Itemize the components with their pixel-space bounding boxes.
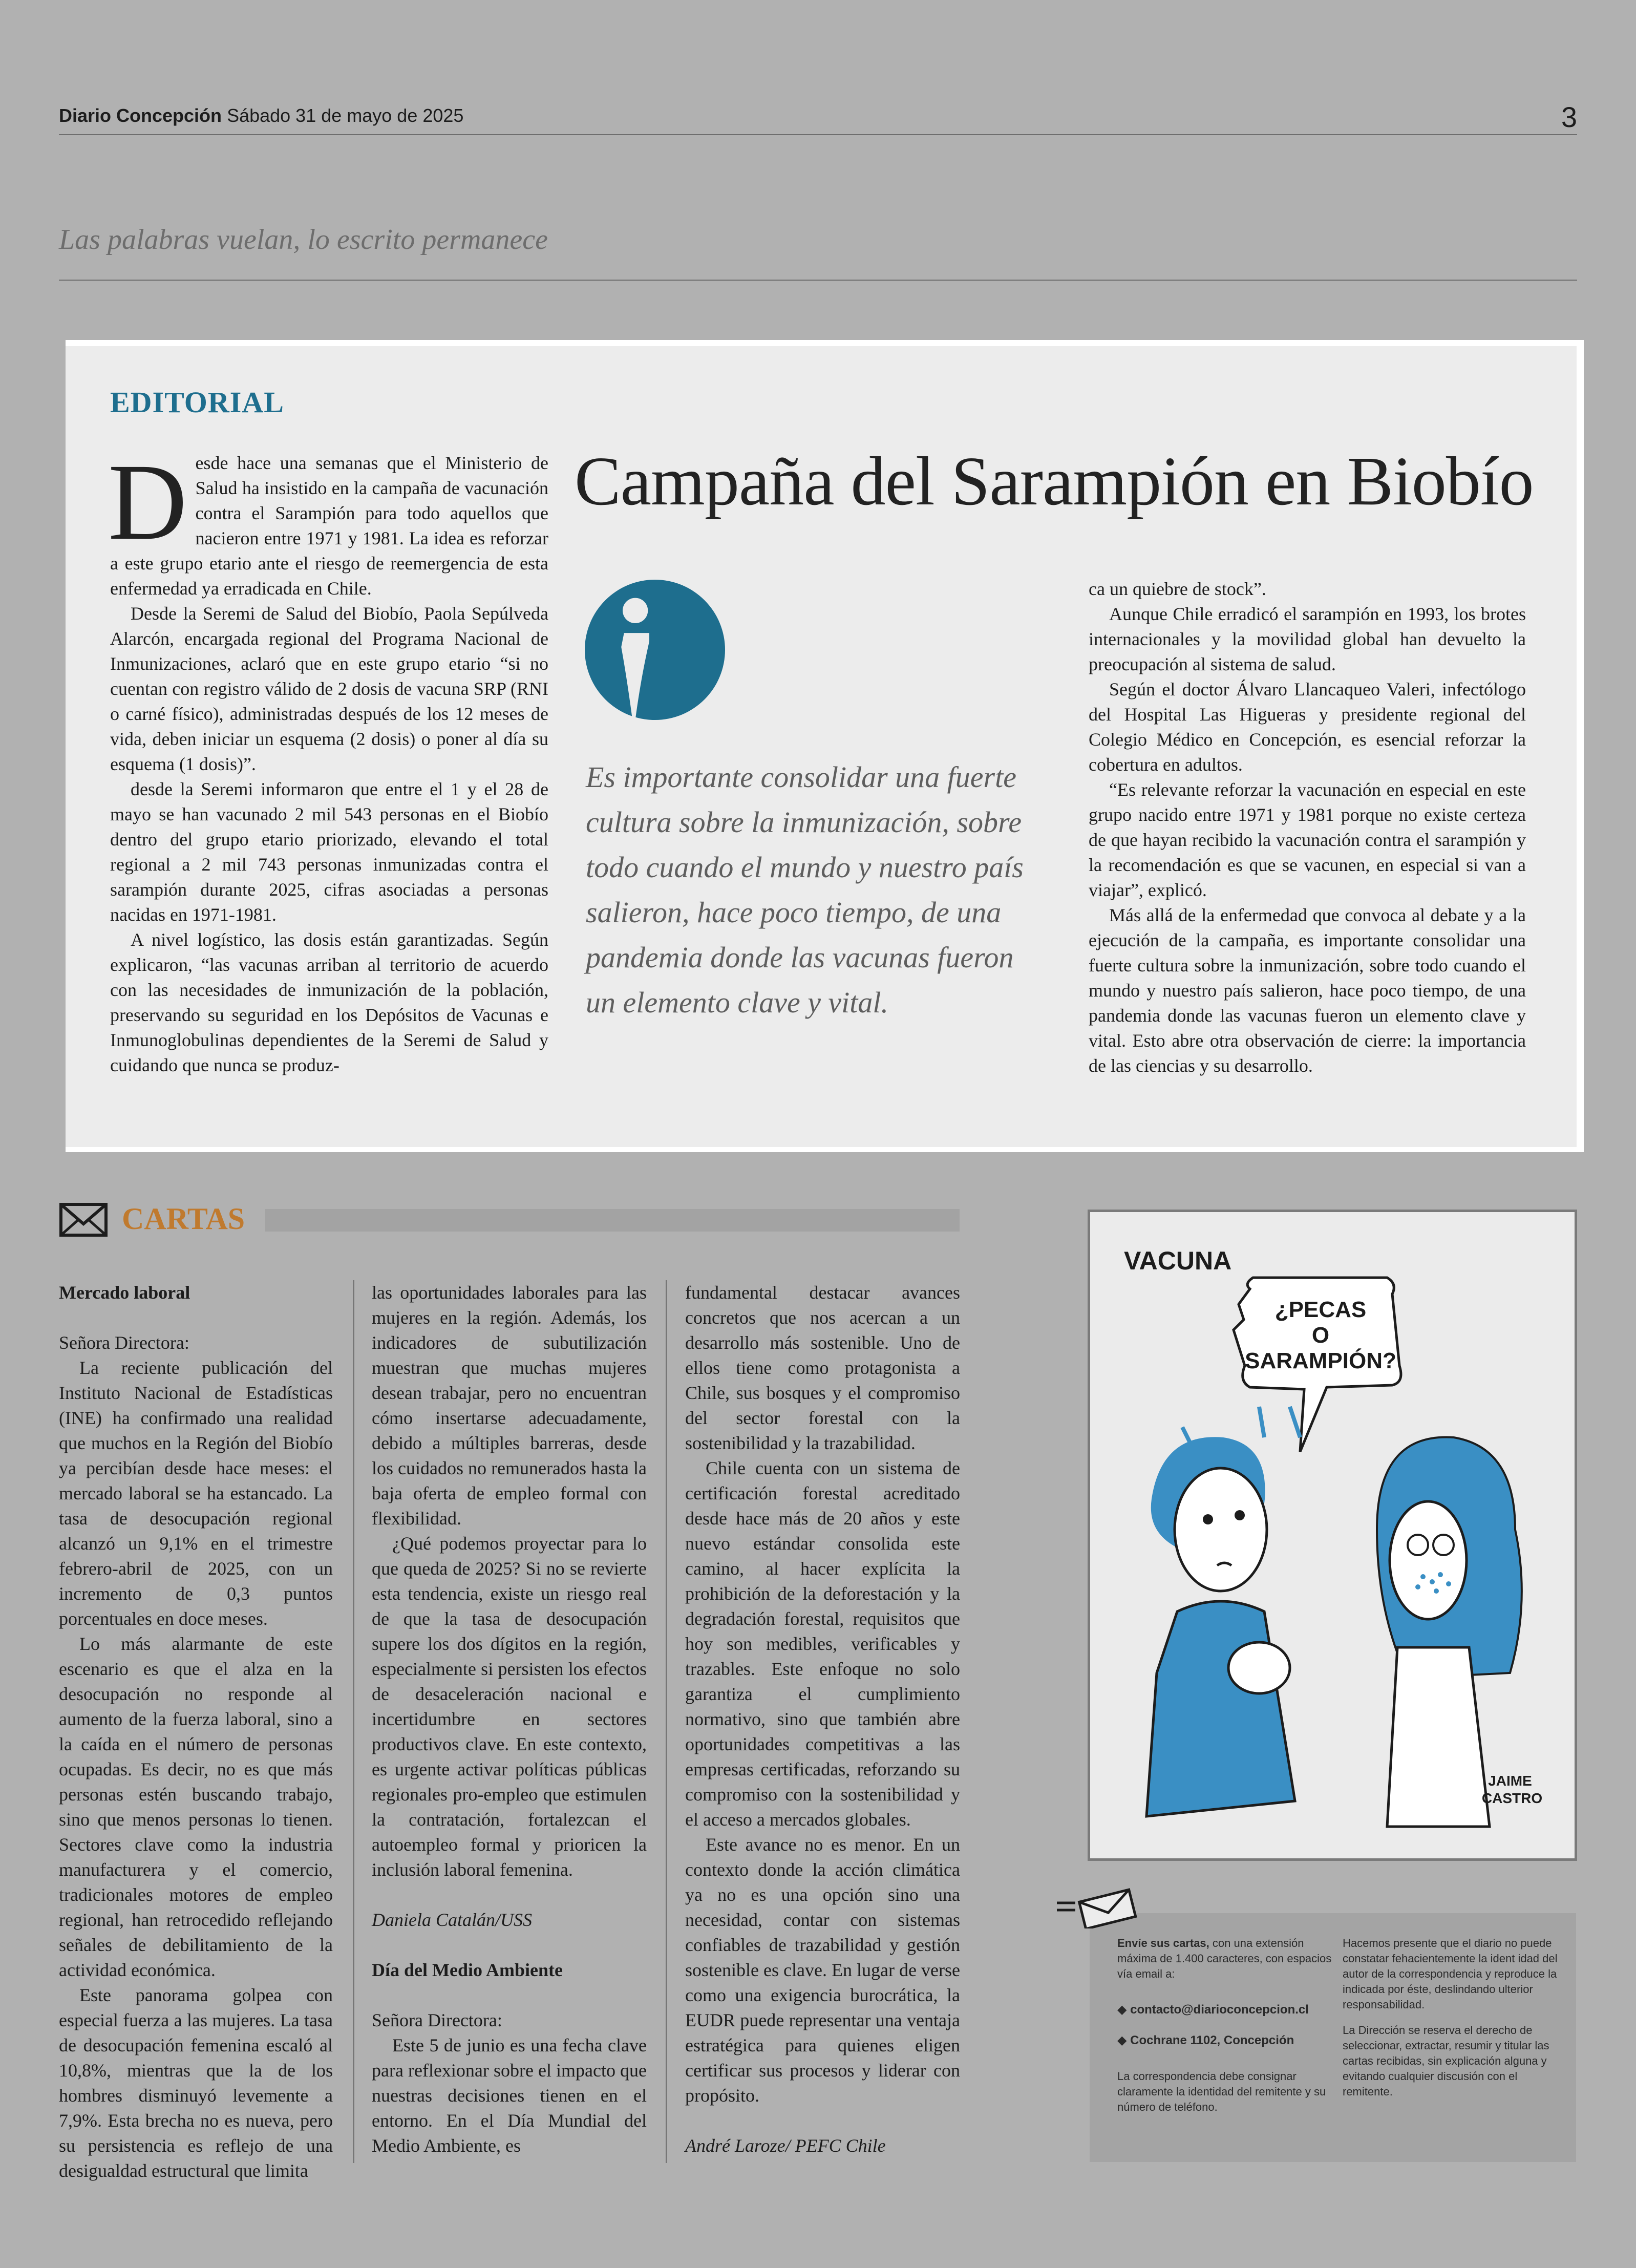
editorial-paragraph: Aunque Chile erradicó el sarampión en 1993, los brotes internacionales y la movilidad global han devuelto la preocupación al sistema de salud. xyxy=(1089,604,1526,674)
column-divider xyxy=(666,1280,667,2163)
letter-salutation: Señora Directora: xyxy=(59,1332,189,1353)
contact-address: Cochrane 1102, Concepción xyxy=(1130,2033,1294,2047)
speech-line: O xyxy=(1311,1323,1330,1348)
publication-name: Diario Concepción xyxy=(59,105,222,126)
disclaimer-paragraph: Hacemos presente que el diario no puede constatar fehacientemente la ident idad del autor de la correspondencia y reproduce la indicada por éste, deslindando ulterior responsabilidad. xyxy=(1343,1937,1558,2011)
diamond-bullet-icon: ◆ xyxy=(1117,2003,1131,2017)
letter-signature: André Laroze/ PEFC Chile xyxy=(685,2135,886,2156)
editorial-paragraph: “Es relevante reforzar la vacunación en especial en este grupo nacido entre 1971 y 1981 porque no existe certeza de que hayan recibido la vacunación contra el sarampión y la recomendación es que se vacunen, en especial si van a viajar”, explicó. xyxy=(1089,779,1526,900)
contact-instructions xyxy=(1117,1936,1332,2125)
header-rule xyxy=(59,134,1577,135)
contact-intro: Envíe sus cartas, con una extensión máxima de 1.400 caracteres, con espacios vía email a: xyxy=(1117,1937,1332,1980)
editorial-paragraph: ca un quiebre de stock”. xyxy=(1089,579,1266,599)
contact-disclaimer xyxy=(1343,1936,1558,2110)
envelope-icon xyxy=(59,1201,108,1238)
letter-paragraph: Este panorama golpea con especial fuerza a las mujeres. La tasa de desocupación femenina escaló al 10,8%, mientras que la de los hombres disminuyó levemente a 7,9%. Esta brecha no es nueva, pero su persistencia es reflejo de una desigualdad estructural que limita xyxy=(59,1985,333,2181)
letter-paragraph: ¿Qué podemos proyectar para lo que queda de 2025? Si no se revierte esta tendencia, existe un riesgo real de que la tasa de desocupación supere los dos dígitos en la región, especialmente si persisten los efectos de desaceleración nacional e incertidumbre en sectores productivos clave. En este contexto, es urgente activar políticas públicas regionales pro-empleo que estimulen la contratación, fortalezcan el autoempleo formal y prioricen la inclusión laboral femenina. xyxy=(372,1533,647,1880)
cartas-label: CARTAS xyxy=(122,1202,245,1236)
column-divider xyxy=(353,1280,354,2163)
editorial-pull-quote: Es importante consolidar una fuerte cultura sobre la inmunización, sobre todo cuando el mundo y nuestro país salieron, hace poco tiempo, de una pandemia donde las vacunas fueron un elemento clave y vital. xyxy=(586,760,1024,1019)
diamond-bullet-icon: ◆ xyxy=(1117,2033,1131,2047)
editorial-paragraph: Más allá de la enfermedad que convoca al debate y a la ejecución de la campaña, es importante consolidar una fuerte cultura sobre la inmunización, sobre todo cuando el mundo y nuestro país salieron, hace poco tiempo, de una pandemia donde las vacunas fueron un elemento clave y vital. Esto abre otra observación de cierre: la importancia de las ciencias y su desarrollo. xyxy=(1089,905,1526,1076)
editorial-column-1 xyxy=(108,441,548,1078)
cartoon xyxy=(1088,1210,1577,1861)
contact-email: contacto@diarioconcepcion.cl xyxy=(1130,2003,1309,2017)
letter-paragraph: Este avance no es menor. En un contexto donde la acción climática ya no es una opción sino una necesidad, contar con sistemas confiables de trazabilidad y gestión sostenible es clave. En lugar de verse como una exigencia burocrática, la EUDR puede representar una ventaja estratégica para quienes eligen certificar sus procesos y liderar con propósito. xyxy=(685,1834,960,2106)
editorial-paragraph: A nivel logístico, las dosis están garantizadas. Según explicaron, “las vacunas arriban al territorio de acuerdo con las necesidades de inmunización de la población, preservando su seguridad en los Depósitos de Vacunas e Inmunoglobulinas dependientes de la Seremi de Salud y cuidando que nunca se produz- xyxy=(110,929,548,1075)
editorial-paragraph: Desde hace una semanas que el Ministerio de Salud ha insistido en la campaña de vacunación contra el Sarampión para todo aquellos que nacieron entre 1971 y 1981. La idea es reforzar a este grupo etario ante el riesgo de reemergencia de esta enfermedad ya erradicada en Chile. xyxy=(108,441,548,599)
contact-note: La correspondencia debe consignar claramente la identidad del remitente y su número de teléfono. xyxy=(1117,2070,1326,2113)
letter-paragraph: Este 5 de junio es una fecha clave para reflexionar sobre el impacto que nuestras decisiones tienen en el entorno. En el Día Mundial del Medio Ambiente, es xyxy=(372,2035,647,2156)
editorial-label: EDITORIAL xyxy=(110,386,284,419)
letter-paragraph: Lo más alarmante de este escenario es que el alza en la desocupación no responde al aumento de la fuerza laboral, sino a la caída en el número de personas ocupadas. Es decir, no es que más personas estén buscando trabajo, sino que menos personas lo tienen. Sectores clave como la industria manufacturera y el comercio, tradicionales motores de empleo regional, han retrocedido reflejando señales de debilitamiento de la actividad económica. xyxy=(59,1634,333,1980)
cartoonist-signature: JAIME xyxy=(1488,1773,1532,1789)
motto-rule xyxy=(59,280,1577,281)
drop-cap: D xyxy=(108,441,187,563)
editorial-paragraph: Según el doctor Álvaro Llancaqueo Valeri, infectólogo del Hospital Las Higueras y presidente regional del Colegio Médico en Concepción, es esencial reforzar la cobertura en adultos. xyxy=(1089,679,1526,775)
editorial-paragraph: desde la Seremi informaron que entre el 1 y el 28 de mayo se han vacunado 2 mil 543 personas en el Biobío dentro del grupo etario priorizado, elevando el total regional a 2 mil 743 personas inmunizadas contra el sarampión durante 2025, cifras asociadas a personas nacidas en 1971-1981. xyxy=(110,779,548,925)
speech-line: ¿PECAS xyxy=(1274,1297,1367,1322)
info-icon xyxy=(585,580,725,720)
cartas-header-bar xyxy=(265,1209,960,1232)
editorial-paragraph: Desde la Seremi de Salud del Biobío, Paola Sepúlveda Alarcón, encargada regional del Programa Nacional de Inmunizaciones, aclaró que en este grupo etario “si no cuentan con registro válido de 2 dosis de vacuna SRP (RNI o carné físico), administradas después de los 12 meses de vida, deben iniciar un esquema (2 dosis) o poner al día su esquema (1 dosis)”. xyxy=(110,603,548,774)
editorial-title: Campaña del Sarampión en Biobío xyxy=(575,443,1534,520)
cartoon-illustration xyxy=(1090,1212,1575,1858)
letter-title: Mercado laboral xyxy=(59,1282,190,1303)
masthead-line xyxy=(59,105,463,126)
cartoonist-signature: CASTRO xyxy=(1481,1790,1543,1806)
letter-paragraph: las oportunidades laborales para las mujeres en la región. Además, los indicadores de subutilización muestran que muchas mujeres desean trabajar, pero no encuentran cómo insertarse adecuadamente, debido a múltiples barreras, desde los cuidados no remunerados hasta la baja oferta de empleo formal con flexibilidad. xyxy=(372,1282,647,1529)
letter-paragraph: Chile cuenta con un sistema de certificación forestal acreditado desde hace más de 20 años y este nuevo estándar consolida este camino, al hacer explícita la prohibición de la deforestación y la degradación forestal, requisitos que hoy son medibles, verificables y trazables. Este enfoque no solo garantiza el cumplimiento normativo, sino que también abre oportunidades competitivas a las empresas certificadas, reforzando su compromiso con la sostenibilidad y el acceso a mercados globales. xyxy=(685,1458,960,1830)
contact-email-line xyxy=(1117,2002,1332,2018)
letter-signature: Daniela Catalán/USS xyxy=(372,1910,532,1930)
letter-salutation: Señora Directora: xyxy=(372,2010,502,2030)
letters-column-1 xyxy=(59,1280,333,2184)
send-mail-icon xyxy=(1055,1888,1142,1928)
letters-column-3 xyxy=(685,1280,960,2158)
page-number: 3 xyxy=(1561,101,1577,133)
speech-line: SARAMPIÓN? xyxy=(1245,1348,1396,1373)
cartoon-title: VACUNA xyxy=(1124,1246,1232,1275)
letters-column-2 xyxy=(372,1280,647,2158)
motto: Las palabras vuelan, lo escrito permanece xyxy=(59,224,548,256)
publication-date: Sábado 31 de mayo de 2025 xyxy=(227,105,464,126)
letter-title: Día del Medio Ambiente xyxy=(372,1960,563,1980)
contact-address-line xyxy=(1117,2033,1332,2048)
disclaimer-paragraph: La Dirección se reserva el derecho de seleccionar, extractar, resumir y titular las cartas recibidas, sin explicación alguna y evitando cualquier discusión con el remitente. xyxy=(1343,2024,1549,2098)
letter-paragraph: fundamental destacar avances concretos que nos acercan a un desarrollo más sostenible. Uno de ellos tiene como protagonista a Chile, sus bosques y el compromiso del sector forestal con la sostenibilidad y la trazabilidad. xyxy=(685,1282,960,1453)
editorial-column-3 xyxy=(1089,577,1526,1078)
letter-paragraph: La reciente publicación del Instituto Nacional de Estadísticas (INE) ha confirmado una realidad que muchos en la Región del Biobío ya percibían desde hace meses: el mercado laboral se ha estancado. La tasa de desocupación regional alcanzó un 9,1% en el trimestre febrero-abril de 2025, con un incremento de 0,3 puntos porcentuales en doce meses. xyxy=(59,1358,333,1629)
